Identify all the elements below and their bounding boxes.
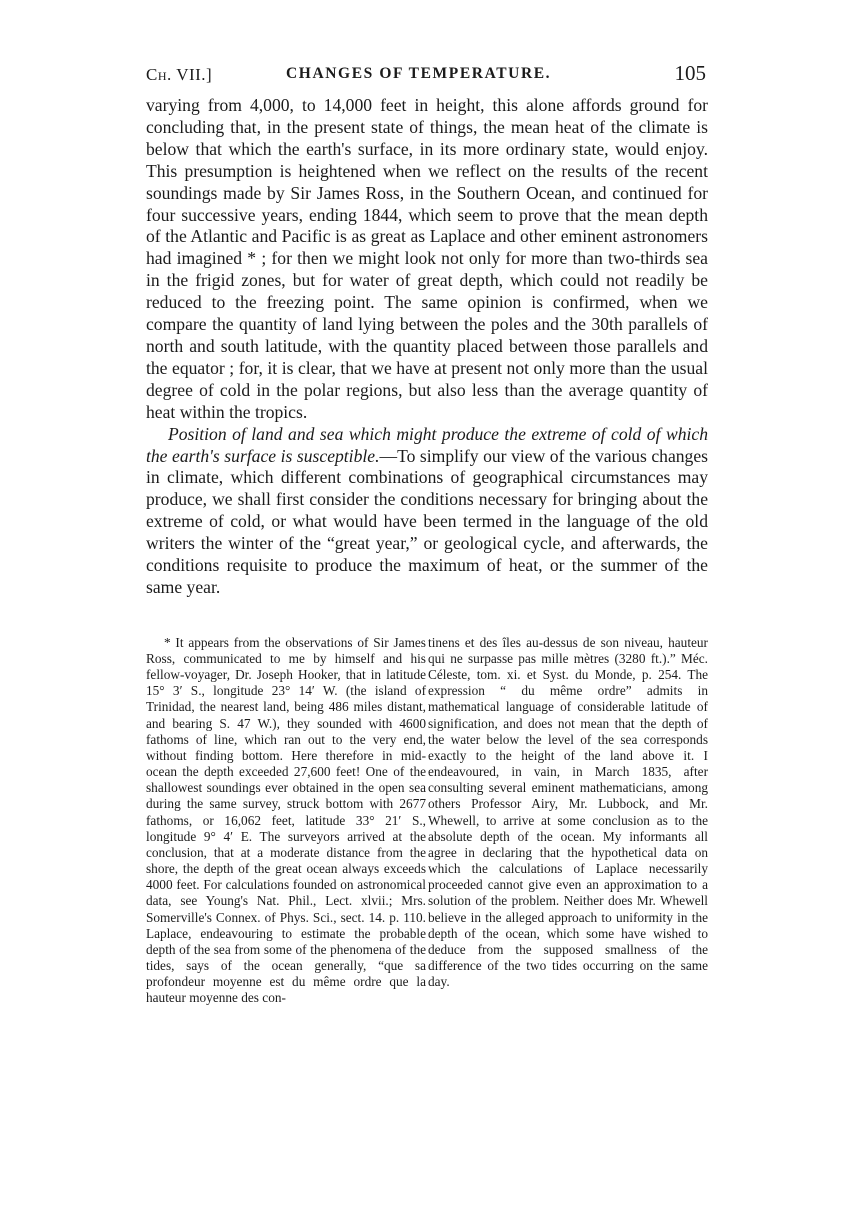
paragraph-2 <box>146 424 708 599</box>
paragraph-2-text: —To simplify our view of the various changes in climate, which different combinations of geographical circumstances may produce, we shall first consider the conditions necessary for bringing about the extreme of cold, or what would have been termed in the language of the old writers the winter of the “great year,” or geological cycle, and afterwards, the conditions requisite to produce the maximum of heat, or the summer of the same year. <box>146 445 708 597</box>
chapter-label: Ch. VII.] <box>146 65 213 84</box>
footnote-text-2: tinens et des îles au-dessus de son niveau, hauteur qui ne surpasse pas mille mètres (3280 ft.).” Méc. Céleste, tom. xi. et Syst. du Monde, p. 254. The expression “ du même ordre” admits in mathematical language of considerable latitude of signification, and does not mean that the depth of the water below the level of the sea corresponds exactly to the height of the land above it. I endeavoured, in vain, in March 1835, after consulting several eminent mathematicians, among others Professor Airy, Mr. Lubbock, and Mr. Whewell, to arrive at some conclusion as to the absolute depth of the ocean. My informants all agree in declaring that the hypothetical data on which the calculations of Laplace necessarily proceeded cannot give even an approximation to a solution of the problem. Neither does Mr. Whewell believe in the alleged approach to uniformity in the depth of the ocean, which some have wished to deduce from the supposed smallness of the difference of the two tides occurring on the same day. <box>428 634 708 990</box>
footnote-area <box>146 635 708 1007</box>
running-head <box>146 62 708 92</box>
main-text <box>146 95 708 599</box>
footnote-column-right <box>428 635 708 1007</box>
running-title: CHANGES OF TEMPERATURE. <box>286 65 552 82</box>
section-heading: Position of land and sea which might produce the extreme of cold of which the earth's surface is susceptible. <box>146 423 708 466</box>
page-number: 105 <box>674 61 706 85</box>
paragraph-1: varying from 4,000, to 14,000 feet in height, this alone affords ground for concluding that, in the present state of things, the mean heat of the climate is below that which the earth's surface, in its more ordinary state, would enjoy. This presumption is heightened when we reflect on the results of the recent soundings made by Sir James Ross, in the Southern Ocean, and continued for four successive years, ending 1844, which seem to prove that the mean depth of the Atlantic and Pacific is as great as Laplace and other eminent astronomers had imagined * ; for then we might look not only for more than two-thirds sea in the frigid zones, but for water of great depth, which could not readily be reduced to the freezing point. The same opinion is confirmed, when we compare the quantity of land lying between the poles and the 30th parallels of north and south latitude, with the quantity placed between those parallels and the equator ; for, it is clear, that we have at present not only more than the usual degree of cold in the polar regions, but also less than the average quantity of heat within the tropics. <box>146 95 708 422</box>
book-page <box>146 62 708 1006</box>
footnote-text-1: * It appears from the observations of Sir James Ross, communicated to me by himself and his fellow-voyager, Dr. Joseph Hooker, that in latitude 15° 3′ S., longitude 23° 14′ W. (the island of Trinidad, the nearest land, being 486 miles distant, and bearing S. 47 W.), they sounded with 4600 fathoms of line, which ran out to the very end, without finding bottom. Here therefore in mid-ocean the depth exceeded 27,600 feet! One of the shallowest soundings ever obtained in the open sea during the same survey, struck bottom with 2677 fathoms, or 16,062 feet, latitude 33° 21′ S., longitude 9° 4′ E. The surveyors arrived at the conclusion, that at a moderate distance from the shore, the depth of the great ocean always exceeds 4000 feet. For calculations founded on astronomical data, see Young's Nat. Phil., Lect. xlvii.; Mrs. Somerville's Connex. of Phys. Sci., sect. 14. p. 110. Laplace, endeavouring to estimate the probable depth of the sea from some of the phenomena of the tides, says of the ocean generally, “que sa profondeur moyenne est du même ordre que la hauteur moyenne des con- <box>146 634 426 1006</box>
footnote-column-left <box>146 635 426 1007</box>
